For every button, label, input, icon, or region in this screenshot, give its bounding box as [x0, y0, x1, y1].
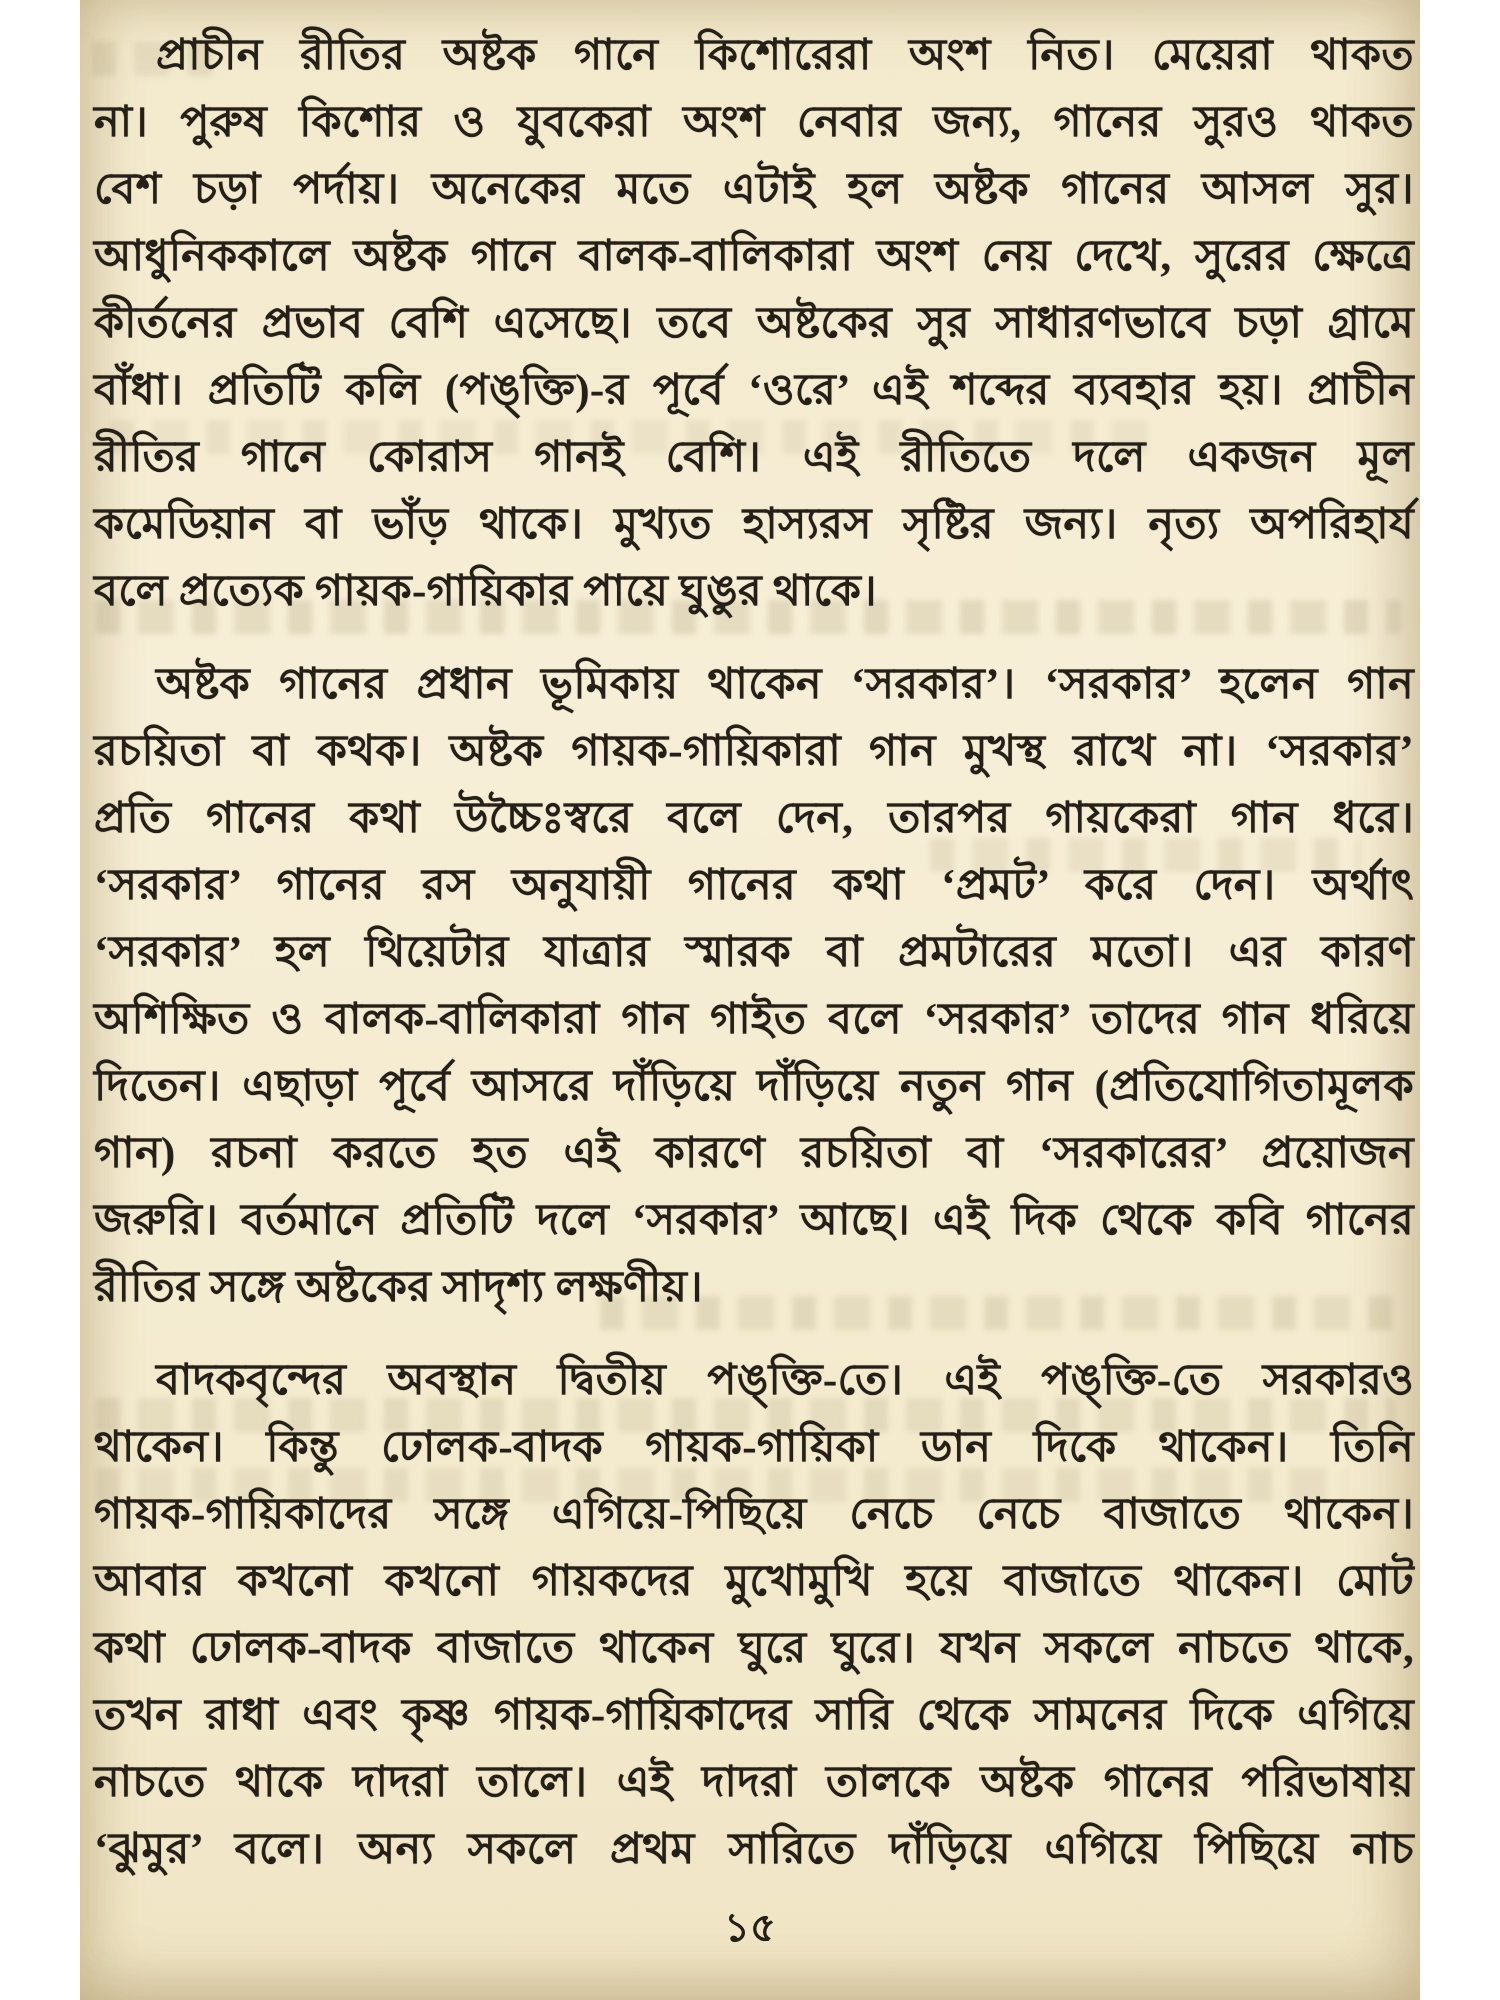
text-line: ‘ঝুমুর’ বলে। অন্য সকলে প্রথম সারিতে দাঁড়িয়ে এগিয়ে পিছিয়ে নাচ	[94, 1826, 1414, 1873]
text-line: না। পুরুষ কিশোর ও যুবকেরা অংশ নেবার জন্য, গানের সুরও থাকত	[94, 99, 1414, 146]
paragraph-1	[94, 22, 1414, 625]
text-line: রীতির সঙ্গে অষ্টকের সাদৃশ্য লক্ষণীয়।	[94, 1264, 703, 1311]
text-line: রচয়িতা বা কথক। অষ্টক গায়ক-গায়িকারা গান মুখস্থ রাখে না। ‘সরকার’	[94, 728, 1414, 775]
text-line: বাদকবৃন্দের অবস্থান দ্বিতীয় পঙ্‌ক্তি-তে। এই পঙ্‌ক্তি-তে সরকারও	[156, 1357, 1414, 1404]
body-text	[94, 22, 1414, 1883]
scanned-book-page	[80, 0, 1420, 2000]
text-line: নাচতে থাকে দাদরা তালে। এই দাদরা তালকে অষ্টক গানের পরিভাষায়	[94, 1759, 1414, 1806]
text-line: ‘সরকার’ হল থিয়েটার যাত্রার স্মারক বা প্রমটারের মতো। এর কারণ	[94, 929, 1414, 976]
text-line: জরুরি। বর্তমানে প্রতিটি দলে ‘সরকার’ আছে। এই দিক থেকে কবি গানের	[94, 1197, 1414, 1244]
text-line: বেশ চড়া পর্দায়। অনেকের মতে এটাই হল অষ্টক গানের আসল সুর।	[94, 166, 1414, 213]
text-line: আধুনিককালে অষ্টক গানে বালক-বালিকারা অংশ নেয় দেখে, সুরের ক্ষেত্রে	[94, 233, 1414, 280]
text-line: প্রাচীন রীতির অষ্টক গানে কিশোরেরা অংশ নিত। মেয়েরা থাকত	[156, 32, 1414, 79]
text-line: প্রতি গানের কথা উচ্চৈঃস্বরে বলে দেন, তারপর গায়কেরা গান ধরে।	[94, 795, 1414, 842]
page-number: ১৫	[724, 1905, 776, 1950]
text-line: বলে প্রত্যেক গায়ক-গায়িকার পায়ে ঘুঙুর থাকে।	[94, 568, 877, 615]
text-line: রীতির গানে কোরাস গানই বেশি। এই রীতিতে দলে একজন মূল	[94, 434, 1414, 481]
text-line: গান) রচনা করতে হত এই কারণে রচয়িতা বা ‘সরকারের’ প্রয়োজন	[94, 1130, 1414, 1177]
text-line: গায়ক-গায়িকাদের সঙ্গে এগিয়ে-পিছিয়ে নেচে নেচে বাজাতে থাকেন।	[94, 1491, 1414, 1538]
text-line: তখন রাধা এবং কৃষ্ণ গায়ক-গায়িকাদের সারি থেকে সামনের দিকে এগিয়ে	[94, 1692, 1414, 1739]
text-line: বাঁধা। প্রতিটি কলি (পঙ্‌ক্তি)-র পূর্বে ‘ওরে’ এই শব্দের ব্যবহার হয়। প্রাচীন	[94, 367, 1414, 414]
text-line: অষ্টক গানের প্রধান ভূমিকায় থাকেন ‘সরকার’। ‘সরকার’ হলেন গান	[156, 661, 1414, 708]
text-line: কথা ঢোলক-বাদক বাজাতে থাকেন ঘুরে ঘুরে। যখন সকলে নাচতে থাকে,	[94, 1625, 1414, 1672]
text-line: কমেডিয়ান বা ভাঁড় থাকে। মুখ্যত হাস্যরস সৃষ্টির জন্য। নৃত্য অপরিহার্য	[94, 501, 1414, 548]
paragraph-3	[94, 1347, 1414, 1883]
text-line: থাকেন। কিন্তু ঢোলক-বাদক গায়ক-গায়িকা ডান দিকে থাকেন। তিনি	[94, 1424, 1414, 1471]
paragraph-2	[94, 651, 1414, 1321]
text-line: অশিক্ষিত ও বালক-বালিকারা গান গাইত বলে ‘সরকার’ তাদের গান ধরিয়ে	[94, 996, 1414, 1043]
text-line: দিতেন। এছাড়া পূর্বে আসরে দাঁড়িয়ে দাঁড়িয়ে নতুন গান (প্রতিযোগিতামূলক	[94, 1063, 1414, 1110]
text-line: আবার কখনো কখনো গায়কদের মুখোমুখি হয়ে বাজাতে থাকেন। মোট	[94, 1558, 1414, 1605]
text-line: ‘সরকার’ গানের রস অনুযায়ী গানের কথা ‘প্রমট’ করে দেন। অর্থাৎ	[94, 862, 1414, 909]
text-line: কীর্তনের প্রভাব বেশি এসেছে। তবে অষ্টকের সুর সাধারণভাবে চড়া গ্রামে	[94, 300, 1414, 347]
